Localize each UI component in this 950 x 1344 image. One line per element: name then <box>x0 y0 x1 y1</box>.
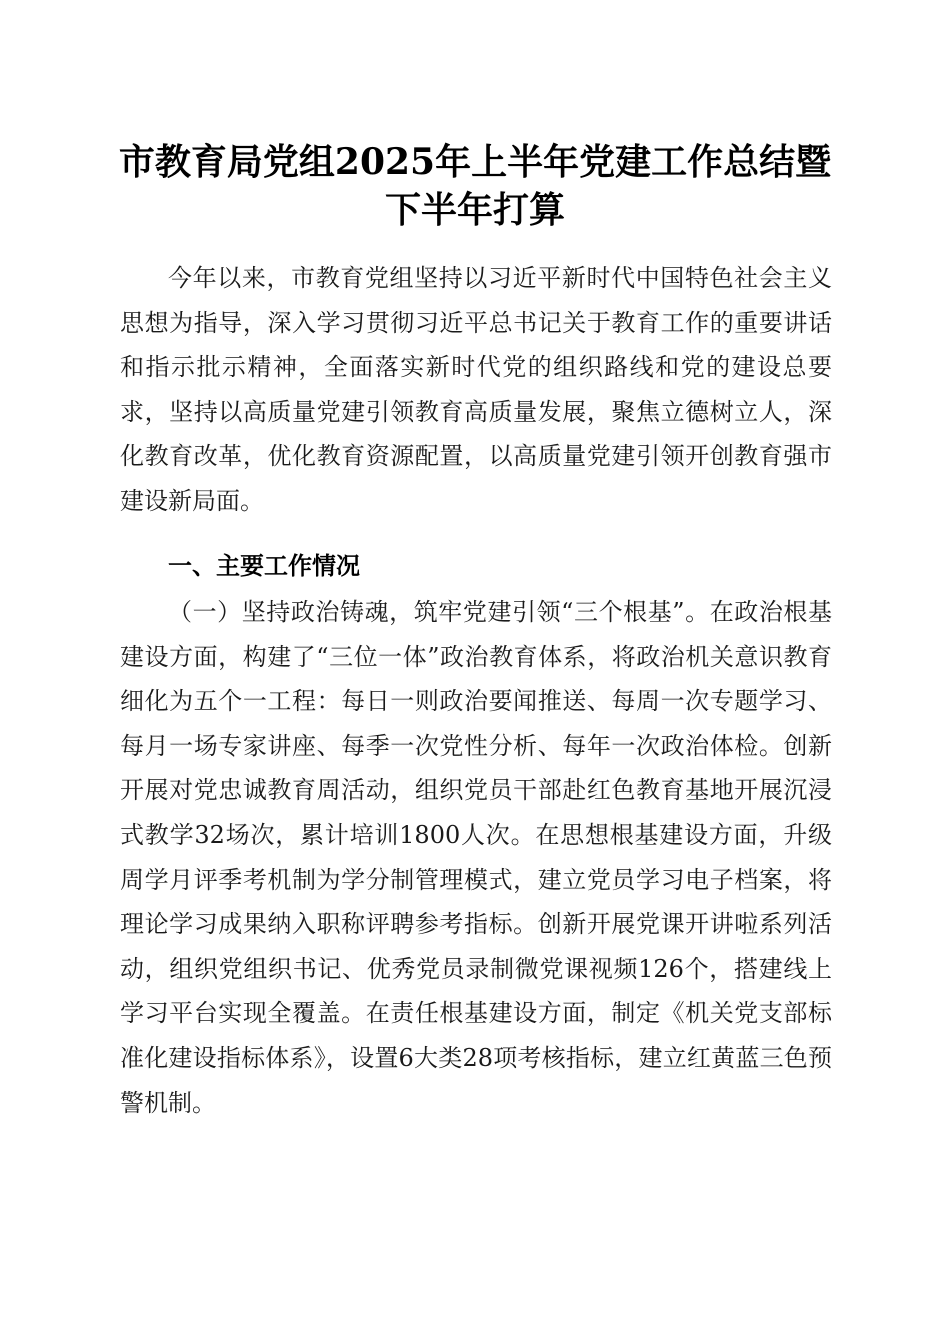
intro-paragraph: 今年以来，市教育党组坚持以习近平新时代中国特色社会主义思想为指导，深入学习贯彻习近平总书记关于教育工作的重要讲话和指示批示精神，全面落实新时代党的组织路线和党的建设总要求，坚持以高质量党建引领教育高质量发展，聚焦立德树立人，深化教育改革，优化教育资源配置，以高质量党建引领开创教育强市建设新局面。 <box>120 264 832 515</box>
document-title-line-2: 下半年打算 <box>384 189 565 231</box>
section-1-paragraph: （一）坚持政治铸魂，筑牢党建引领“三个根基”。在政治根基建设方面，构建了“三位一体”政治教育体系，将政治机关意识教育细化为五个一工程：每日一则政治要闻推送、每周一次专题学习、每月一场专家讲座、每季一次党性分析、每年一次政治体检。创新开展对党忠诚教育周活动，组织党员干部赴红色教育基地开展沉浸式教学32场次，累计培训1800人次。在思想根基建设方面，升级周学月评季考机制为学分制管理模式，建立党员学习电子档案，将理论学习成果纳入职称评聘参考指标。创新开展党课开讲啦系列活动，组织党组织书记、优秀党员录制微党课视频126个，搭建线上学习平台实现全覆盖。在责任根基建设方面，制定《机关党支部标准化建设指标体系》，设置6大类28项考核指标，建立红黄蓝三色预警机制。 <box>120 598 832 1117</box>
document-title-line-1: 市教育局党组2025年上半年党建工作总结暨 <box>118 141 832 183</box>
section-heading-main-work: 一、主要工作情况 <box>168 552 360 580</box>
